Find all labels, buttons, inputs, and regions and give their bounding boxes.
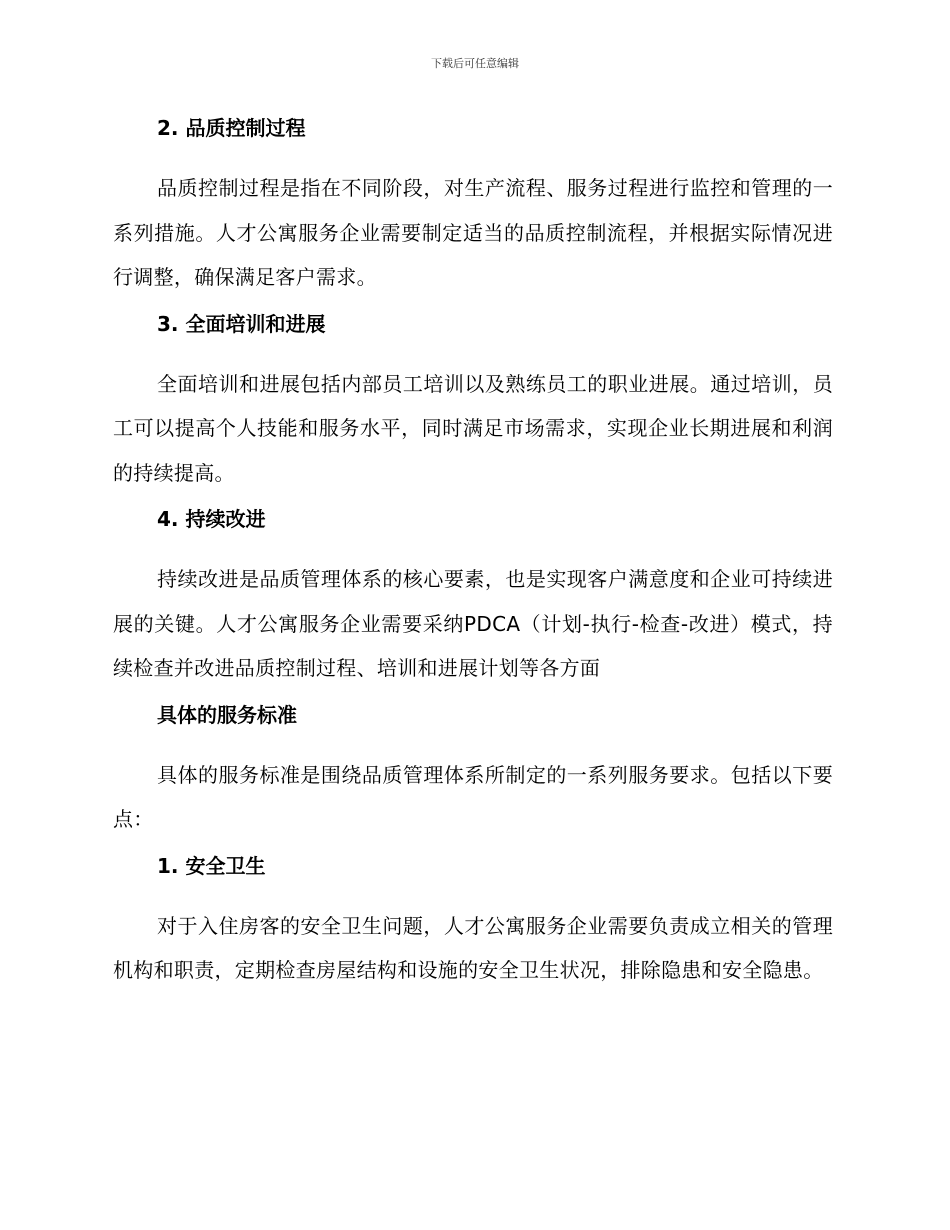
section-heading-quality-control: 2. 品质控制过程 [157, 116, 306, 140]
section-paragraph-quality-control: 品质控制过程是指在不同阶段，对生产流程、服务过程进行监控和管理的一系列措施。人才公寓服务企业需要制定适当的品质控制流程，并根据实际情况进行调整，确保满足客户需求。 [113, 176, 833, 289]
section-paragraph-continuous-improvement: 持续改进是品质管理体系的核心要素，也是实现客户满意度和企业可持续进展的关键。人才公寓服务企业需要采纳PDCA（计划-执行-检查-改进）模式，持续检查并改进品质控制过程、培训和进展计划等各方面 [113, 567, 833, 680]
document-body [113, 112, 833, 1001]
section-heading-safety-hygiene: 1. 安全卫生 [157, 853, 266, 878]
page-header-note: 下载后可任意编辑 [431, 57, 519, 70]
section-heading-service-standards: 具体的服务标准 [157, 702, 297, 727]
section-heading-training: 3. 全面培训和进展 [157, 311, 326, 336]
section-paragraph-training: 全面培训和进展包括内部员工培训以及熟练员工的职业进展。通过培训，员工可以提高个人技能和服务水平，同时满足市场需求，实现企业长期进展和利润的持续提高。 [113, 371, 833, 485]
section-paragraph-service-standards: 具体的服务标准是围绕品质管理体系所制定的一系列服务要求。包括以下要点： [113, 762, 833, 831]
section-paragraph-safety-hygiene: 对于入住房客的安全卫生问题，人才公寓服务企业需要负责成立相关的管理机构和职责，定期检查房屋结构和设施的安全卫生状况，排除隐患和安全隐患。 [113, 913, 833, 982]
section-heading-continuous-improvement: 4. 持续改进 [157, 507, 266, 531]
